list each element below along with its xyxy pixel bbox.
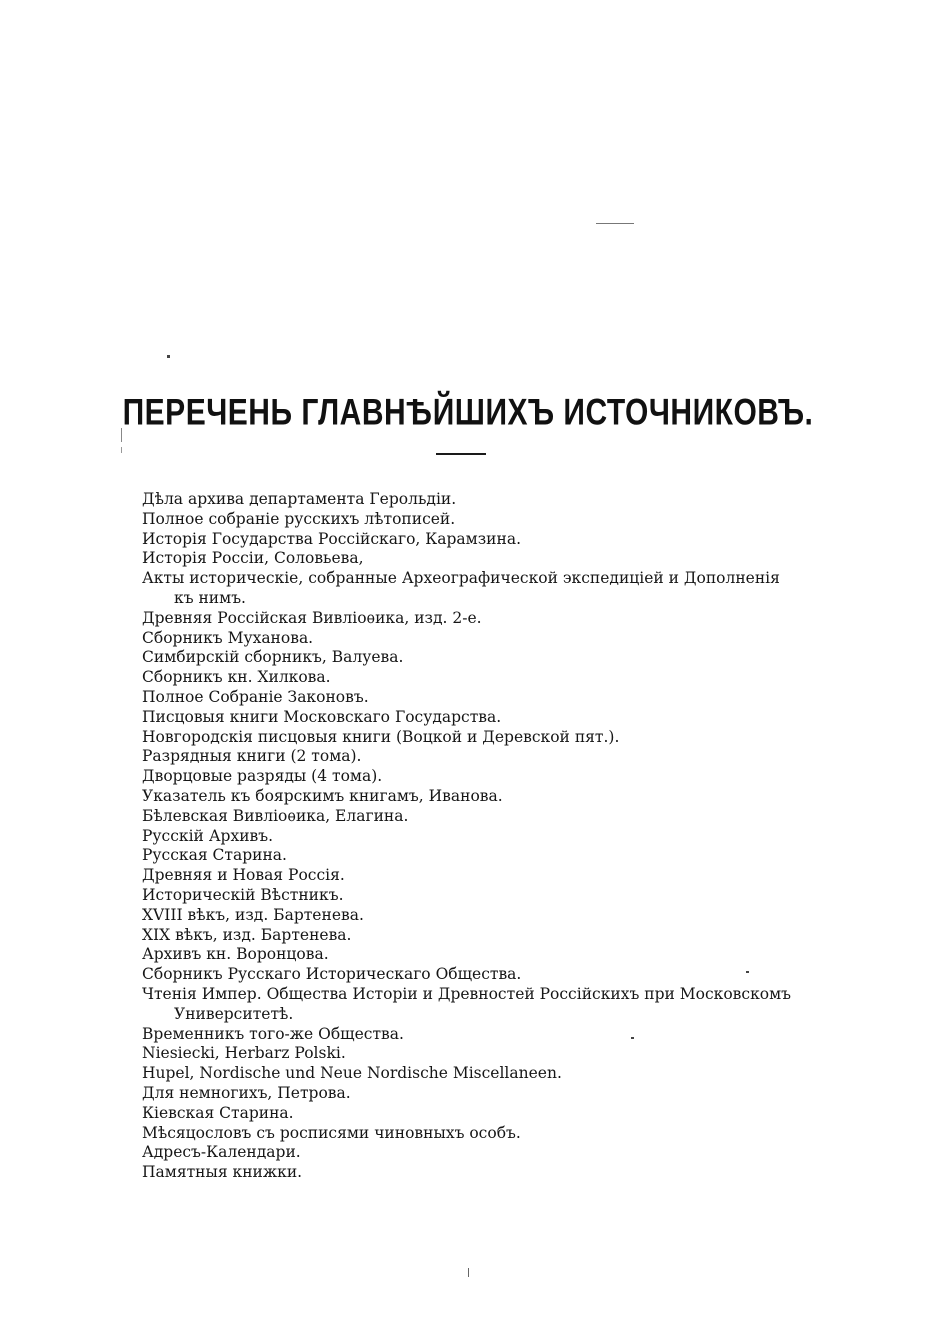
list-item: Исторія Россіи, Соловьева, [142, 549, 364, 568]
list-item: XVIII вѣкъ, изд. Бартенева. [142, 905, 364, 924]
scan-speck [167, 355, 170, 358]
list-item: Сборникъ Русскаго Историческаго Общества. [142, 965, 522, 984]
page-title: ПЕРЕЧЕНЬ ГЛАВНѢЙШИХЪ ИСТОЧНИКОВЪ. [122, 392, 814, 434]
list-item: Разрядныя книги (2 тома). [142, 747, 362, 766]
scan-speck [596, 223, 634, 224]
list-item: Русскій Архивъ. [142, 826, 274, 845]
list-item: Историческій Вѣстникъ. [142, 885, 344, 904]
list-item: Кіевская Старина. [142, 1103, 294, 1122]
list-item: Писцовыя книги Московскаго Государства. [142, 707, 502, 726]
scan-speck [468, 1268, 469, 1277]
list-item: Акты историческіе, собранные Археографической экспедиціей и Дополненія къ нимъ. [142, 569, 780, 607]
list-item: Архивъ кн. Воронцова. [142, 945, 329, 964]
list-item: Дворцовые разряды (4 тома). [142, 767, 383, 786]
list-item: Сборникъ кн. Хилкова. [142, 668, 331, 687]
list-item: Niesiecki, Herbarz Polski. [142, 1044, 346, 1063]
list-item: Полное Собраніе Законовъ. [142, 687, 369, 706]
title-divider [436, 453, 486, 455]
list-item: Симбирскій сборникъ, Валуева. [142, 648, 404, 667]
list-item: Адресъ-Календари. [142, 1143, 301, 1162]
sources-list [142, 490, 802, 1183]
list-item: Для немногихъ, Петрова. [142, 1083, 351, 1102]
list-item: Hupel, Nordische und Neue Nordische Miscellaneen. [142, 1064, 562, 1083]
list-item: Дѣла архива департамента Герольдіи. [142, 490, 457, 508]
list-item: Древняя Россійская Вивліоѳика, изд. 2-е. [142, 608, 482, 627]
list-item: Бѣлевская Вивліоѳика, Елагина. [142, 806, 409, 825]
list-item: Новгородскія писцовыя книги (Воцкой и Деревской пят.). [142, 727, 620, 746]
list-item: Древняя и Новая Россія. [142, 866, 345, 885]
list-item: Чтенія Импер. Общества Исторіи и Древностей Россійскихъ при Московскомъ Университетѣ. [142, 984, 792, 1023]
list-item: Памятныя книжки. [142, 1163, 303, 1182]
list-item: Русская Старина. [142, 846, 287, 865]
list-item: Мѣсяцословъ съ росписями чиновныхъ особъ. [142, 1123, 521, 1142]
list-item: XIX вѣкъ, изд. Бартенева. [142, 925, 352, 944]
list-item: Исторія Государства Россійскаго, Карамзина. [142, 529, 522, 548]
list-item: Временникъ того-же Общества. [142, 1024, 404, 1043]
scan-speck [121, 447, 122, 453]
list-item: Полное собраніе русскихъ лѣтописей. [142, 509, 456, 528]
list-item: Указатель къ боярскимъ книгамъ, Иванова. [142, 786, 503, 805]
list-item: Сборникъ Муханова. [142, 628, 314, 647]
